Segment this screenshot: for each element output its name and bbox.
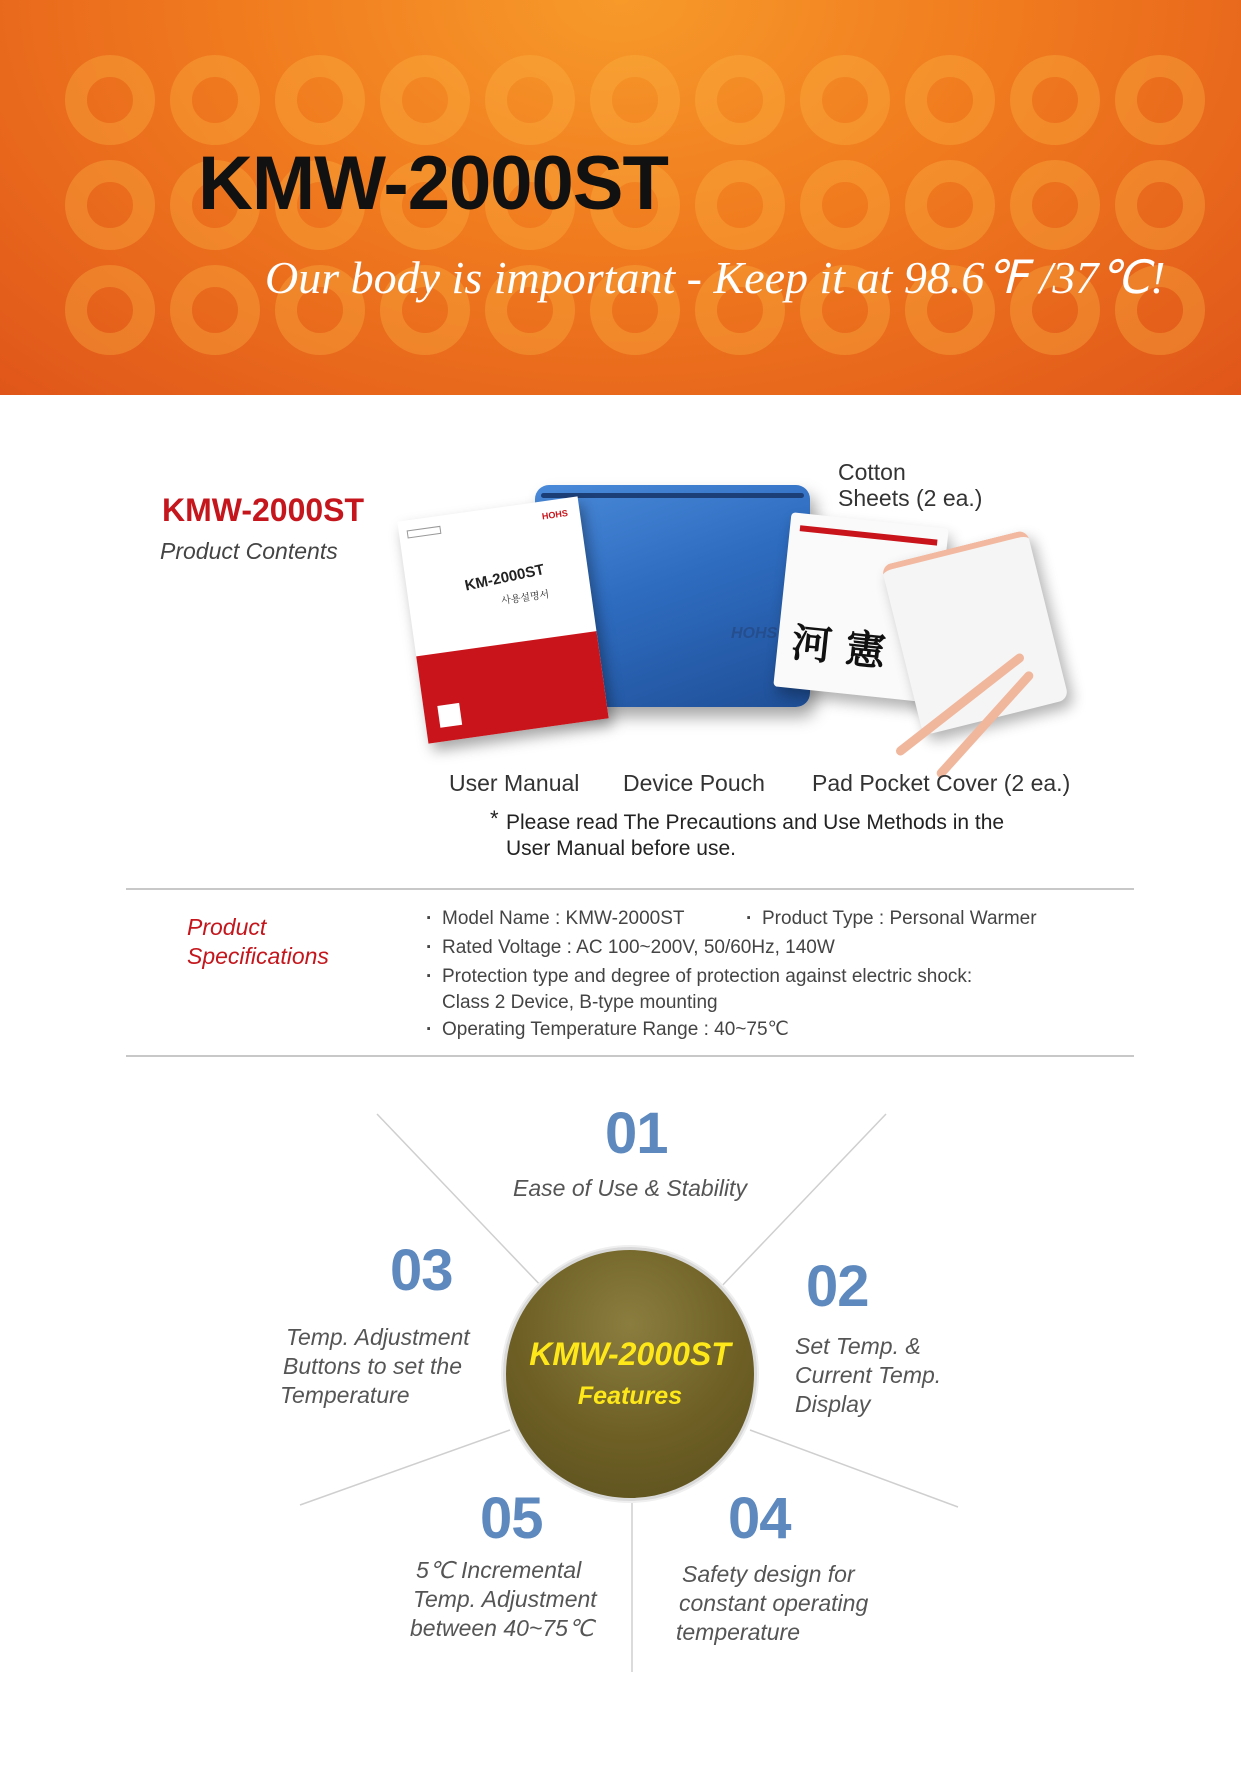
feature-05-line2: Temp. Adjustment bbox=[413, 1586, 597, 1612]
specs-title-line1: Product bbox=[187, 914, 267, 940]
banner-title: KMW-2000ST bbox=[198, 141, 668, 226]
divider-top bbox=[126, 888, 1134, 890]
specs-list bbox=[424, 904, 1037, 1044]
manual-model: KM-2000ST bbox=[463, 561, 546, 595]
feature-05-line3: between 40~75℃ bbox=[410, 1615, 594, 1641]
spec-rated-voltage: · Rated Voltage : AC 100~200V, 50/60Hz, 140W bbox=[424, 933, 972, 962]
feature-02-line3: Display bbox=[795, 1391, 871, 1417]
pad-pocket-cover-image bbox=[881, 529, 1069, 735]
feature-04-line3: temperature bbox=[676, 1619, 801, 1645]
device-pouch-label: Device Pouch bbox=[623, 770, 765, 796]
spec-product-type: · Product Type : Personal Warmer bbox=[744, 904, 1037, 933]
feature-01-text bbox=[513, 1174, 747, 1203]
feature-03-text bbox=[280, 1323, 470, 1410]
manual-brand: HOHS bbox=[541, 507, 569, 522]
manual-subtitle: 사용설명서 bbox=[500, 589, 551, 607]
features-center-subtitle: Features bbox=[577, 1382, 683, 1410]
divider-bottom bbox=[126, 1055, 1134, 1057]
spec-operating-temp: · Operating Temperature Range : 40~75℃ bbox=[424, 1015, 972, 1044]
user-manual-label: User Manual bbox=[449, 770, 580, 796]
spec-protection-line1: · Protection type and degree of protection against electric shock: bbox=[424, 962, 972, 991]
feature-04-number: 04 bbox=[728, 1486, 791, 1551]
contents-subtitle: Product Contents bbox=[160, 538, 338, 564]
sheet-red-stripe bbox=[800, 525, 938, 545]
feature-01-line1: Ease of Use & Stability bbox=[513, 1175, 747, 1201]
specs-title bbox=[187, 913, 329, 971]
feature-03-number: 03 bbox=[390, 1238, 453, 1303]
header-banner bbox=[0, 0, 1241, 395]
feature-02-line2: Current Temp. bbox=[795, 1362, 942, 1388]
features-center-circle bbox=[503, 1247, 757, 1501]
pad-cover-label: Pad Pocket Cover (2 ea.) bbox=[812, 770, 1071, 796]
pouch-brand: HOHS bbox=[731, 625, 778, 642]
cotton-label-line1: Cotton bbox=[838, 459, 906, 485]
cotton-label-line2: Sheets (2 ea.) bbox=[838, 485, 983, 511]
feature-03-line2: Buttons to set the bbox=[283, 1353, 463, 1379]
note-line2: User Manual before use. bbox=[506, 837, 736, 860]
spec-model-name bbox=[424, 904, 1037, 933]
sheet-kanji: 河 憲 bbox=[789, 619, 888, 676]
feature-04-line2: constant operating bbox=[679, 1590, 869, 1616]
feature-04-text bbox=[676, 1560, 868, 1647]
feature-05-number: 05 bbox=[480, 1486, 543, 1551]
specs-title-line2: Specifications bbox=[187, 943, 329, 969]
feature-04-line1: Safety design for bbox=[682, 1561, 855, 1587]
feature-02-text bbox=[795, 1332, 941, 1419]
feature-02-line1: Set Temp. & bbox=[795, 1333, 921, 1359]
banner-slogan: Our body is important - Keep it at 98.6℉ /37℃! bbox=[265, 252, 1166, 303]
note-line1: Please read The Precautions and Use Methods in the bbox=[506, 811, 1005, 834]
feature-01-number: 01 bbox=[605, 1101, 668, 1166]
feature-03-line1: Temp. Adjustment bbox=[286, 1324, 470, 1350]
qr-code-icon bbox=[437, 703, 462, 728]
manual-tag bbox=[407, 526, 442, 539]
spec-model-name-text: Model Name : KMW-2000ST bbox=[442, 908, 685, 929]
note-asterisk: * bbox=[490, 806, 499, 831]
contents-title: KMW-2000ST bbox=[162, 492, 365, 528]
user-manual-image bbox=[397, 496, 608, 743]
feature-02-number: 02 bbox=[806, 1254, 869, 1319]
pouch-zipper bbox=[541, 493, 804, 498]
precaution-note bbox=[490, 806, 1005, 862]
feature-05-text bbox=[410, 1556, 597, 1643]
features-center-title: KMW-2000ST bbox=[529, 1336, 731, 1372]
feature-05-line1: 5℃ Incremental bbox=[416, 1557, 582, 1583]
spec-protection-line2: Class 2 Device, B-type mounting bbox=[442, 992, 718, 1013]
feature-03-line3: Temperature bbox=[280, 1382, 410, 1408]
